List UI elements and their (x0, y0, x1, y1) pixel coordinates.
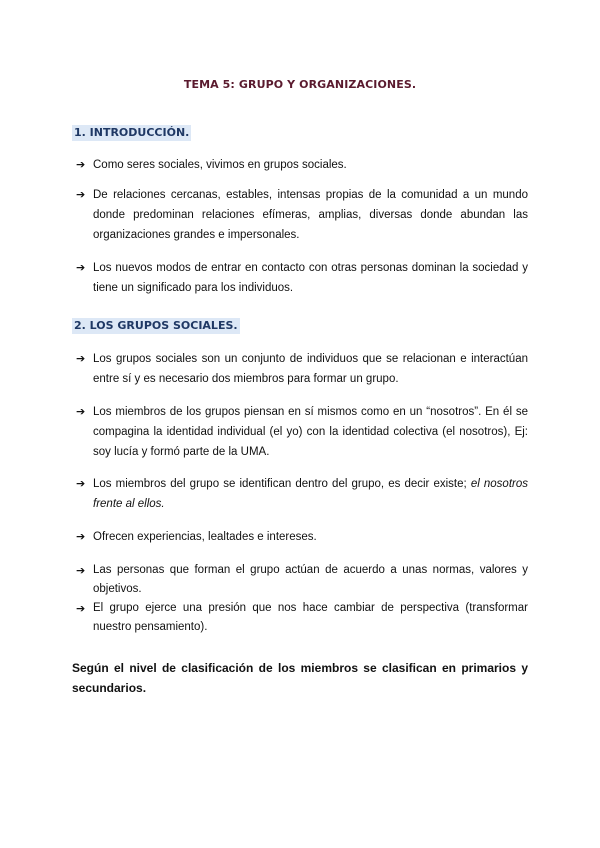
arrow-bullet-icon: ➔ (76, 477, 86, 490)
list-item (76, 258, 528, 298)
arrow-bullet-icon: ➔ (76, 188, 86, 201)
list-item-text: Ofrecen experiencias, lealtades e intereses. (93, 531, 317, 543)
document-title: TEMA 5: GRUPO Y ORGANIZACIONES. (183, 78, 417, 91)
arrow-bullet-icon: ➔ (76, 602, 86, 615)
section-heading-introduccion: 1. INTRODUCCIÓN. (74, 126, 190, 139)
arrow-bullet-icon: ➔ (76, 564, 86, 577)
arrow-bullet-icon: ➔ (76, 261, 86, 274)
list-item (76, 527, 528, 547)
list-item-text: Los miembros de los grupos piensan en sí mismos como en un “nosotros”. En él se compagina la identidad individual (el yo) con la identidad colectiva (el nosotros), Ej: soy lucía y formó parte de la UMA. (93, 406, 528, 458)
list-item-text: Los grupos sociales son un conjunto de individuos que se relacionan e interactúan entre sí y es necesario dos miembros para formar un grupo. (93, 353, 528, 385)
arrow-bullet-icon: ➔ (76, 530, 86, 543)
list-item (76, 349, 528, 389)
closing-paragraph: Según el nivel de clasificación de los miembros se clasifican en primarios y secundarios. (72, 661, 528, 695)
list-item-text (93, 474, 528, 514)
list-item-text: Los nuevos modos de entrar en contacto con otras personas dominan la sociedad y tiene un significado para los individuos. (93, 262, 528, 294)
list-item (76, 474, 528, 514)
list-item-text: Como seres sociales, vivimos en grupos sociales. (93, 159, 347, 171)
list-item (76, 185, 528, 245)
list-item (76, 561, 528, 599)
section-heading-grupos-sociales: 2. LOS GRUPOS SOCIALES. (74, 319, 238, 332)
list-item (76, 599, 528, 637)
list-item (76, 402, 528, 462)
arrow-bullet-icon: ➔ (76, 352, 86, 365)
list-item-emphasis: el nosotros frente al ellos. (93, 478, 528, 510)
list-item (76, 155, 528, 175)
list-item-text: Las personas que forman el grupo actúan de acuerdo a unas normas, valores y objetivos. (93, 564, 528, 595)
arrow-bullet-icon: ➔ (76, 158, 86, 171)
list-item-text-main: Los miembros del grupo se identifican dentro del grupo, es decir existe; (93, 478, 471, 490)
list-item-text: De relaciones cercanas, estables, intensas propias de la comunidad a un mundo donde predominan relaciones efímeras, amplias, diversas donde abundan las organizaciones grandes e impersonales. (93, 189, 528, 241)
arrow-bullet-icon: ➔ (76, 405, 86, 418)
list-item-text: El grupo ejerce una presión que nos hace cambiar de perspectiva (transformar nuestro pensamiento). (93, 602, 528, 633)
